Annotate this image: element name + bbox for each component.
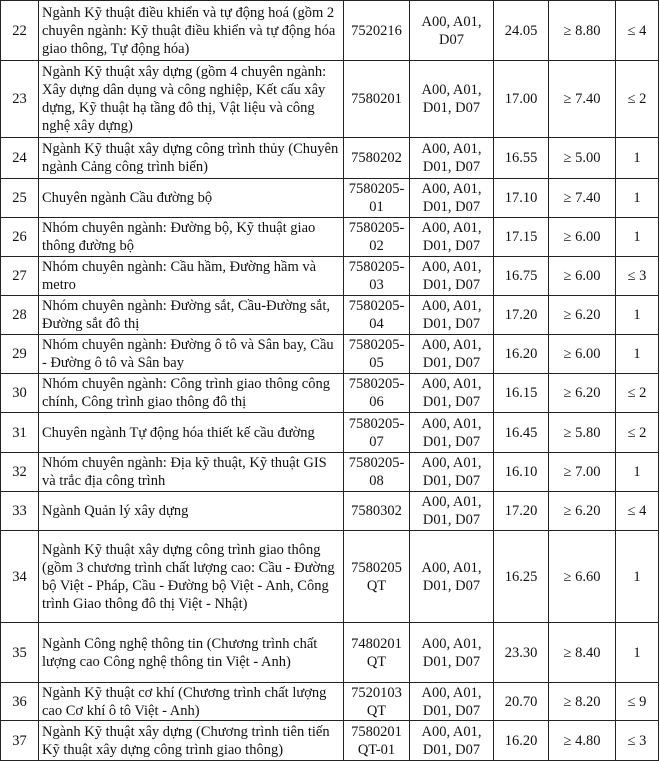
row-number: 36 xyxy=(12,693,27,710)
program-code: 7580205- 03 xyxy=(348,259,405,293)
program-name: Ngành Kỹ thuật xây dựng (gồm 4 chuyên ngành: Xây dựng dân dụng và công nghiệp, Kết cấu xây dựng, Kỹ thuật hạ tầng đô thị, Vật liệu và công nghệ xây dựng) xyxy=(42,64,327,134)
score-condition-cell xyxy=(549,374,616,413)
subject-combinations-cell xyxy=(410,721,494,761)
table-row xyxy=(1,1,659,61)
row-number-cell xyxy=(1,453,39,492)
row-number-cell xyxy=(1,257,39,296)
row-number-cell xyxy=(1,1,39,61)
priority-rank: 1 xyxy=(633,568,641,585)
subject-combinations: A00, A01, D01, D07 xyxy=(421,415,482,450)
program-code: 7580205- 08 xyxy=(348,455,405,489)
cutoff-score: 23.30 xyxy=(504,644,538,661)
priority-rank: ≤ 4 xyxy=(627,503,647,519)
program-code-cell xyxy=(344,453,410,492)
cutoff-score-cell xyxy=(494,257,549,296)
program-code-cell xyxy=(344,218,410,257)
cutoff-score: 16.55 xyxy=(504,150,538,166)
cutoff-score: 17.00 xyxy=(504,91,538,107)
row-number-cell xyxy=(1,683,39,721)
score-condition: ≥ 8.80 xyxy=(563,22,601,39)
row-number: 35 xyxy=(12,644,27,661)
table-row xyxy=(1,721,659,761)
score-condition: ≥ 5.00 xyxy=(563,150,601,166)
program-code-cell xyxy=(344,296,410,335)
score-condition: ≥ 6.00 xyxy=(563,229,601,245)
score-condition-cell xyxy=(549,61,616,138)
score-condition-cell xyxy=(549,413,616,453)
table-row xyxy=(1,218,659,257)
score-condition-cell xyxy=(549,218,616,257)
program-name-cell xyxy=(39,413,344,453)
table-row xyxy=(1,413,659,453)
score-condition: ≥ 6.20 xyxy=(563,503,601,519)
cutoff-score: 24.05 xyxy=(504,22,538,39)
row-number: 29 xyxy=(12,346,27,362)
cutoff-score-cell xyxy=(494,218,549,257)
score-condition: ≥ 4.80 xyxy=(563,732,601,749)
score-condition: ≥ 6.00 xyxy=(563,346,601,362)
cutoff-score: 16.75 xyxy=(504,268,538,284)
program-name: Nhóm chuyên ngành: Đường sắt, Cầu-Đường sắt, Đường sắt đô thị xyxy=(42,298,330,332)
score-condition-cell xyxy=(549,1,616,61)
score-condition: ≥ 5.80 xyxy=(563,424,601,441)
subject-combinations: A00, A01, D01, D07 xyxy=(421,635,482,670)
program-name-cell xyxy=(39,257,344,296)
score-condition-cell xyxy=(549,179,616,218)
program-name-cell xyxy=(39,374,344,413)
row-number-cell xyxy=(1,374,39,413)
priority-rank: ≤ 3 xyxy=(627,268,647,284)
program-name-cell xyxy=(39,218,344,257)
program-name: Nhóm chuyên ngành: Công trình giao thông công chính, Công trình giao thông đô thị xyxy=(42,376,330,410)
program-code-cell xyxy=(344,1,410,61)
program-name-cell xyxy=(39,138,344,179)
priority-rank: ≤ 2 xyxy=(627,91,647,107)
program-code: 7520103 QT xyxy=(351,684,402,719)
program-code-cell xyxy=(344,257,410,296)
cutoff-score-cell xyxy=(494,179,549,218)
subject-combinations-cell xyxy=(410,179,494,218)
program-name-cell xyxy=(39,61,344,138)
cutoff-score-cell xyxy=(494,623,549,683)
cutoff-score-cell xyxy=(494,1,549,61)
row-number-cell xyxy=(1,335,39,374)
subject-combinations-cell xyxy=(410,257,494,296)
cutoff-score: 16.45 xyxy=(504,424,538,441)
subject-combinations: A00, A01, D01, D07 xyxy=(421,82,482,116)
table-row xyxy=(1,453,659,492)
priority-rank: ≤ 2 xyxy=(627,385,647,401)
program-code: 7580205- 05 xyxy=(348,337,405,371)
program-name-cell xyxy=(39,683,344,721)
program-name: Ngành Kỹ thuật xây dựng công trình giao thông (gồm 3 chương trình chất lượng cao: Cầu - Đường bộ Việt - Pháp, Cầu - Đường bộ Việt - Anh, Công trình Giao thông đô thị Việt - Nhật) xyxy=(42,541,335,612)
subject-combinations: A00, A01, D01, D07 xyxy=(421,298,482,332)
score-condition-cell xyxy=(549,683,616,721)
program-code-cell xyxy=(344,492,410,531)
cutoff-score: 17.20 xyxy=(504,503,538,519)
program-code: 7580205- 04 xyxy=(348,298,405,332)
program-name-cell xyxy=(39,335,344,374)
table-row xyxy=(1,138,659,179)
subject-combinations: A00, A01, D01, D07 xyxy=(421,684,482,719)
subject-combinations: A00, A01, D01, D07 xyxy=(421,455,482,489)
program-name-cell xyxy=(39,296,344,335)
score-condition: ≥ 8.20 xyxy=(563,693,601,710)
table-row xyxy=(1,257,659,296)
table-row xyxy=(1,492,659,531)
row-number-cell xyxy=(1,492,39,531)
subject-combinations-cell xyxy=(410,218,494,257)
subject-combinations-cell xyxy=(410,1,494,61)
subject-combinations-cell xyxy=(410,492,494,531)
program-name: Chuyên ngành Cầu đường bộ xyxy=(42,190,213,206)
table-body xyxy=(1,1,659,761)
cutoff-score: 16.15 xyxy=(504,385,538,401)
program-code: 7580201 xyxy=(351,91,402,107)
cutoff-score: 17.20 xyxy=(504,307,538,323)
cutoff-score-cell xyxy=(494,453,549,492)
priority-rank: 1 xyxy=(633,150,641,166)
program-name: Nhóm chuyên ngành: Đường ô tô và Sân bay, Cầu - Đường ô tô và Sân bay xyxy=(42,337,334,371)
program-code: 7520216 xyxy=(351,22,402,39)
row-number: 34 xyxy=(12,568,27,585)
cutoff-score: 16.20 xyxy=(504,732,538,749)
table-row xyxy=(1,61,659,138)
priority-rank: ≤ 4 xyxy=(627,22,647,39)
program-code-cell xyxy=(344,335,410,374)
row-number: 33 xyxy=(12,503,27,519)
priority-rank-cell xyxy=(616,623,659,683)
priority-rank-cell xyxy=(616,257,659,296)
cutoff-score: 16.10 xyxy=(504,464,538,480)
subject-combinations-cell xyxy=(410,374,494,413)
program-name-cell xyxy=(39,492,344,531)
priority-rank-cell xyxy=(616,453,659,492)
program-name-cell xyxy=(39,623,344,683)
cutoff-score: 16.25 xyxy=(504,568,538,585)
subject-combinations: A00, A01, D01, D07 xyxy=(421,559,482,594)
score-condition: ≥ 7.40 xyxy=(563,91,601,107)
score-condition-cell xyxy=(549,531,616,623)
score-condition-cell xyxy=(549,453,616,492)
priority-rank-cell xyxy=(616,413,659,453)
cutoff-score-cell xyxy=(494,374,549,413)
subject-combinations: A00, A01, D07 xyxy=(421,13,482,48)
row-number: 27 xyxy=(12,268,27,284)
row-number-cell xyxy=(1,531,39,623)
program-name: Ngành Quản lý xây dựng xyxy=(42,503,189,519)
row-number-cell xyxy=(1,179,39,218)
score-condition-cell xyxy=(549,623,616,683)
subject-combinations: A00, A01, D01, D07 xyxy=(421,141,482,175)
cutoff-score: 16.20 xyxy=(504,346,538,362)
program-name: Ngành Công nghệ thông tin (Chương trình chất lượng cao Công nghệ thông tin Việt - Anh) xyxy=(42,635,318,670)
priority-rank-cell xyxy=(616,492,659,531)
table-row xyxy=(1,179,659,218)
row-number-cell xyxy=(1,296,39,335)
cutoff-score: 20.70 xyxy=(504,693,538,710)
program-code-cell xyxy=(344,683,410,721)
row-number: 25 xyxy=(12,190,27,206)
score-condition: ≥ 6.60 xyxy=(563,568,601,585)
program-code: 7580205 QT xyxy=(351,559,402,594)
priority-rank: 1 xyxy=(633,644,641,661)
score-condition-cell xyxy=(549,138,616,179)
program-name: Ngành Kỹ thuật điều khiển và tự động hoá (gồm 2 chuyên ngành: Kỹ thuật điều khiển và tự động hóa giao thông, Tự động hóa) xyxy=(42,4,336,57)
program-code: 7580205- 02 xyxy=(348,220,405,254)
priority-rank-cell xyxy=(616,1,659,61)
priority-rank-cell xyxy=(616,374,659,413)
row-number: 23 xyxy=(12,91,27,107)
priority-rank-cell xyxy=(616,296,659,335)
program-name: Nhóm chuyên ngành: Cầu hầm, Đường hầm và metro xyxy=(42,259,317,293)
program-code: 7580201 QT-01 xyxy=(351,723,402,758)
row-number: 28 xyxy=(12,307,27,323)
priority-rank: 1 xyxy=(633,307,641,323)
cutoff-score: 17.15 xyxy=(504,229,538,245)
subject-combinations-cell xyxy=(410,623,494,683)
priority-rank-cell xyxy=(616,531,659,623)
score-condition-cell xyxy=(549,492,616,531)
score-condition: ≥ 6.20 xyxy=(563,307,601,323)
subject-combinations-cell xyxy=(410,453,494,492)
priority-rank-cell xyxy=(616,138,659,179)
cutoff-score-cell xyxy=(494,531,549,623)
subject-combinations-cell xyxy=(410,683,494,721)
table-row xyxy=(1,296,659,335)
row-number: 37 xyxy=(12,732,27,749)
row-number: 32 xyxy=(12,464,27,480)
priority-rank-cell xyxy=(616,61,659,138)
program-code: 7580205- 07 xyxy=(348,415,405,450)
row-number-cell xyxy=(1,138,39,179)
program-name: Ngành Kỹ thuật xây dựng công trình thủy (Chuyên ngành Cảng công trình biển) xyxy=(42,141,339,175)
score-condition-cell xyxy=(549,721,616,761)
row-number: 24 xyxy=(12,150,27,166)
subject-combinations: A00, A01, D01, D07 xyxy=(421,723,482,758)
subject-combinations: A00, A01, D01, D07 xyxy=(421,337,482,371)
cutoff-score-cell xyxy=(494,335,549,374)
program-name-cell xyxy=(39,179,344,218)
priority-rank-cell xyxy=(616,721,659,761)
table-row xyxy=(1,683,659,721)
priority-rank: 1 xyxy=(633,190,641,206)
subject-combinations: A00, A01, D01, D07 xyxy=(421,259,482,293)
priority-rank: 1 xyxy=(633,464,641,480)
cutoff-score-cell xyxy=(494,683,549,721)
program-name-cell xyxy=(39,453,344,492)
subject-combinations-cell xyxy=(410,138,494,179)
score-condition: ≥ 6.20 xyxy=(563,385,601,401)
row-number-cell xyxy=(1,413,39,453)
subject-combinations: A00, A01, D01, D07 xyxy=(421,494,482,528)
cutoff-score-cell xyxy=(494,721,549,761)
program-name: Nhóm chuyên ngành: Địa kỹ thuật, Kỹ thuật GIS và trắc địa công trình xyxy=(42,455,327,489)
subject-combinations-cell xyxy=(410,61,494,138)
program-name: Ngành Kỹ thuật xây dựng (Chương trình tiên tiến Kỹ thuật xây dựng công trình giao thông) xyxy=(42,723,330,758)
cutoff-score-cell xyxy=(494,61,549,138)
row-number: 22 xyxy=(12,22,27,39)
table-row xyxy=(1,335,659,374)
row-number-cell xyxy=(1,218,39,257)
program-name: Nhóm chuyên ngành: Đường bộ, Kỹ thuật giao thông đường bộ xyxy=(42,220,316,254)
program-code: 7580302 xyxy=(351,503,402,519)
program-code: 7580205- 01 xyxy=(348,181,405,215)
table-row xyxy=(1,374,659,413)
program-code-cell xyxy=(344,623,410,683)
program-code: 7580202 xyxy=(351,150,402,166)
subject-combinations: A00, A01, D01, D07 xyxy=(421,181,482,215)
score-condition: ≥ 7.00 xyxy=(563,464,601,480)
program-code-cell xyxy=(344,374,410,413)
subject-combinations-cell xyxy=(410,296,494,335)
program-code-cell xyxy=(344,179,410,218)
row-number: 30 xyxy=(12,385,27,401)
program-code: 7580205- 06 xyxy=(348,376,405,410)
priority-rank: ≤ 3 xyxy=(627,732,647,749)
priority-rank-cell xyxy=(616,335,659,374)
program-code: 7480201 QT xyxy=(351,635,402,670)
program-name-cell xyxy=(39,721,344,761)
score-condition: ≥ 7.40 xyxy=(563,190,601,206)
row-number-cell xyxy=(1,623,39,683)
subject-combinations: A00, A01, D01, D07 xyxy=(421,376,482,410)
score-condition-cell xyxy=(549,257,616,296)
cutoff-score-cell xyxy=(494,492,549,531)
row-number: 26 xyxy=(12,229,27,245)
score-condition: ≥ 6.00 xyxy=(563,268,601,284)
priority-rank: 1 xyxy=(633,346,641,362)
program-name-cell xyxy=(39,531,344,623)
program-code-cell xyxy=(344,531,410,623)
table-row xyxy=(1,531,659,623)
program-code-cell xyxy=(344,413,410,453)
priority-rank-cell xyxy=(616,179,659,218)
row-number-cell xyxy=(1,61,39,138)
program-name: Chuyên ngành Tự động hóa thiết kế cầu đường xyxy=(42,424,315,441)
program-name: Ngành Kỹ thuật cơ khí (Chương trình chất lượng cao Cơ khí ô tô Việt - Anh) xyxy=(42,684,327,719)
row-number-cell xyxy=(1,721,39,761)
subject-combinations-cell xyxy=(410,413,494,453)
score-condition-cell xyxy=(549,335,616,374)
score-condition-cell xyxy=(549,296,616,335)
row-number: 31 xyxy=(12,424,27,441)
score-condition: ≥ 8.40 xyxy=(563,644,601,661)
priority-rank: ≤ 2 xyxy=(627,424,647,441)
cutoff-score-cell xyxy=(494,296,549,335)
program-name-cell xyxy=(39,1,344,61)
subject-combinations-cell xyxy=(410,335,494,374)
cutoff-score-cell xyxy=(494,138,549,179)
priority-rank: ≤ 9 xyxy=(627,693,647,710)
program-code-cell xyxy=(344,61,410,138)
program-code-cell xyxy=(344,138,410,179)
subject-combinations-cell xyxy=(410,531,494,623)
priority-rank-cell xyxy=(616,218,659,257)
priority-rank-cell xyxy=(616,683,659,721)
subject-combinations: A00, A01, D01, D07 xyxy=(421,220,482,254)
table-row xyxy=(1,623,659,683)
cutoff-score: 17.10 xyxy=(504,190,538,206)
cutoff-score-cell xyxy=(494,413,549,453)
program-code-cell xyxy=(344,721,410,761)
priority-rank: 1 xyxy=(633,229,641,245)
